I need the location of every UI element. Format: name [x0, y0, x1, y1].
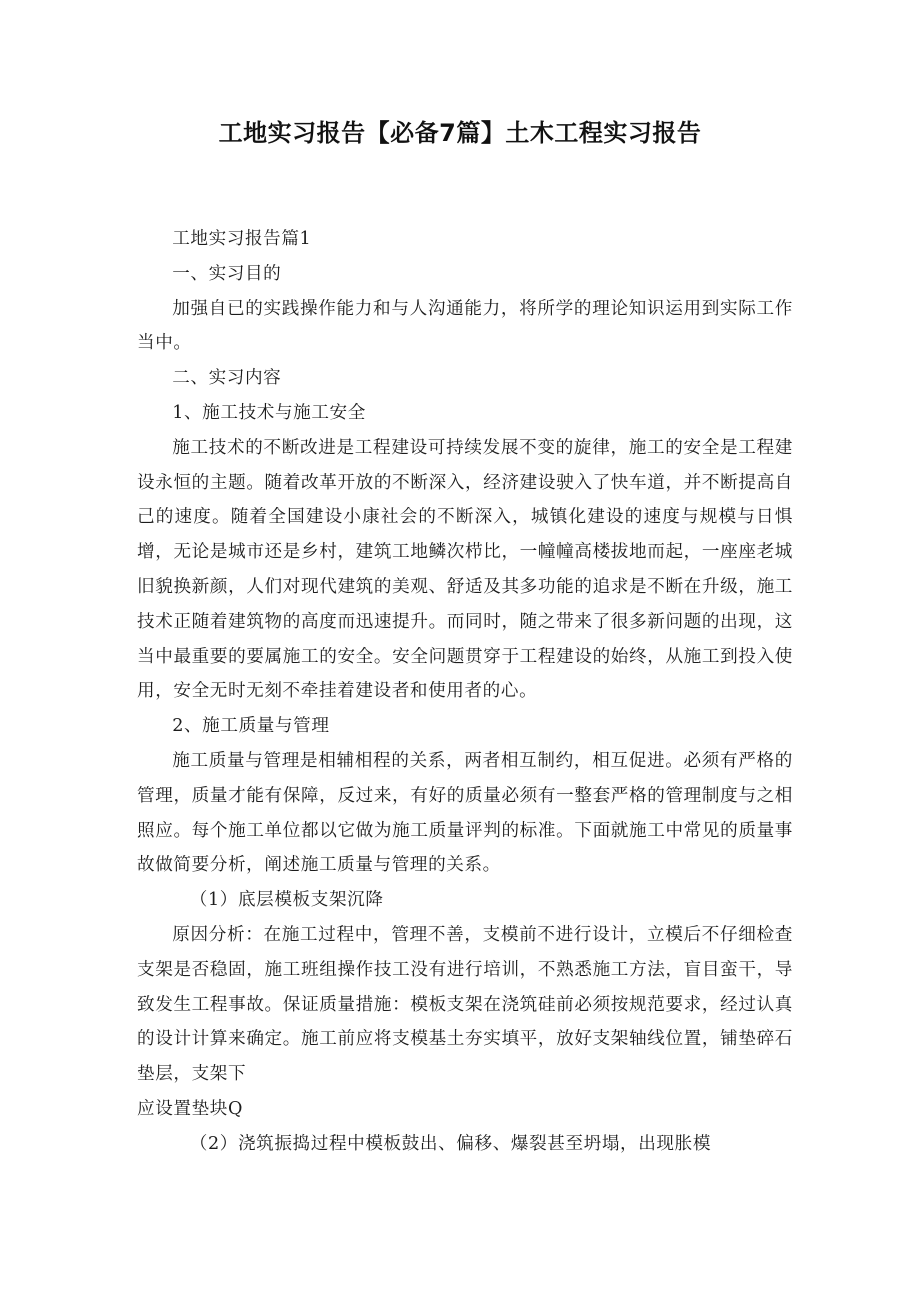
document-body — [137, 222, 793, 1162]
subsection-heading: 二、实习内容 — [172, 368, 282, 389]
document-title: 工地实习报告【必备7篇】土木工程实习报告 — [218, 119, 702, 147]
paragraph-continuation: 应设置垫块Q — [137, 1098, 243, 1119]
sub-item-heading: （1）底层模板支架沉降 — [189, 890, 384, 911]
item-heading: 2、施工质量与管理 — [172, 716, 330, 737]
subsection-heading: 一、实习目的 — [172, 263, 282, 284]
paragraph: 原因分析：在施工过程中，管理不善，支模前不进行设计，立模后不仔细检查支架是否稳固，施工班组操作技工没有进行培训，不熟悉施工方法，盲目蛮干，导致发生工程事故。保证质量措施：模板支架在浇筑硅前必须按规范要求，经过认真的设计计算来确定。施工前应将支模基土夯实填平，放好支架轴线位置，铺垫碎石垫层，支架下 — [137, 924, 793, 1085]
item-heading: 1、施工技术与施工安全 — [172, 402, 366, 423]
paragraph: 施工技术的不断改进是工程建设可持续发展不变的旋律，施工的安全是工程建设永恒的主题。随着改革开放的不断深入，经济建设驶入了快车道，并不断提高自己的速度。随着全国建设小康社会的不断深入，城镇化建设的速度与规模与日惧增，无论是城市还是乡村，建筑工地鳞次栉比，一幢幢高楼拔地而起，一座座老城旧貌换新颜，人们对现代建筑的美观、舒适及其多功能的追求是不断在升级，施工技术正随着建筑物的高度而迅速提升。而同时，随之带来了很多新问题的出现，这当中最重要的要属施工的安全。安全问题贯穿于工程建设的始终，从施工到投入使用，安全无时无刻不牵挂着建设者和使用者的心。 — [137, 437, 793, 702]
paragraph: 施工质量与管理是相辅相程的关系，两者相互制约，相互促进。必须有严格的管理，质量才能有保障，反过来，有好的质量必须有一整套严格的管理制度与之相照应。每个施工单位都以它做为施工质量评判的标准。下面就施工中常见的质量事故做简要分析，阐述施工质量与管理的关系。 — [137, 750, 793, 876]
sub-item-heading: （2）浇筑振捣过程中模板鼓出、偏移、爆裂甚至坍塌，出现胀模 — [189, 1133, 712, 1154]
paragraph: 加强自已的实践操作能力和与人沟通能力，将所学的理论知识运用到实际工作当中。 — [137, 298, 793, 354]
section-heading: 工地实习报告篇1 — [172, 229, 312, 249]
